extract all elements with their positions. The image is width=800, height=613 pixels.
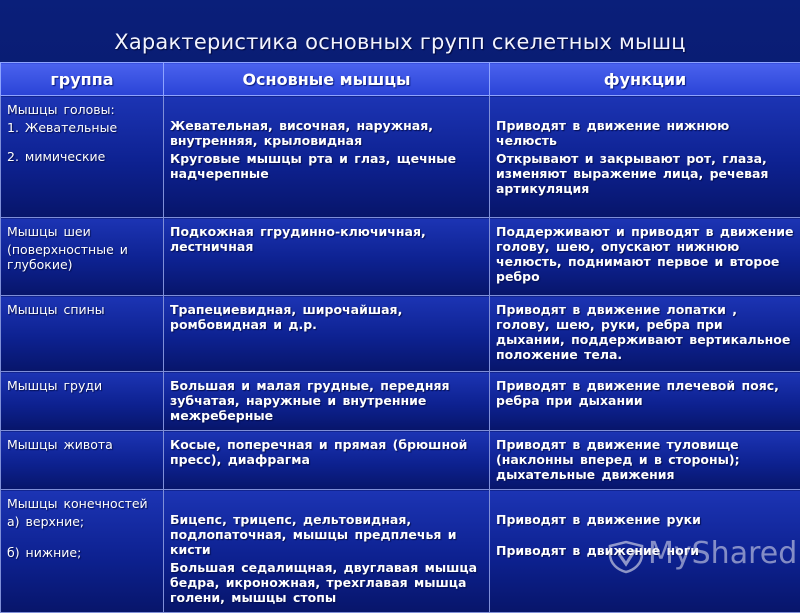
cell-group [1, 372, 164, 431]
cell-group [1, 296, 164, 372]
cell-text: Приводят в движение ноги [496, 543, 794, 558]
watermark-logo-icon [606, 540, 646, 574]
cell-text: Приводят в движение нижнюю челюсть [496, 118, 794, 148]
cell-text: Мышцы конечностей [7, 496, 157, 511]
cell-text: Жевательная, височная, наружная, внутренняя, крыловидная [170, 118, 483, 148]
watermark-text: MyShared [648, 536, 797, 571]
table-row [1, 431, 800, 490]
table-row [1, 296, 800, 372]
cell-text: Приводят в движение плечевой пояс, ребра при дыхании [496, 378, 794, 408]
cell-text: Подкожная ггрудинно-ключичная, лестничная [170, 224, 483, 254]
cell-text: Мышцы головы: [7, 102, 157, 117]
cell-text: б) нижние; [7, 545, 157, 560]
cell-group [1, 431, 164, 490]
cell-text: Косые, поперечная и прямая (брюшной пресс), диафрагма [170, 437, 483, 467]
cell-text: Мышцы груди [7, 378, 157, 393]
cell-functions [490, 296, 800, 372]
header-muscles: Основные мышцы [164, 63, 490, 96]
cell-text: Мышцы спины [7, 302, 157, 317]
header-functions: функции [490, 63, 800, 96]
table-row [1, 96, 800, 218]
table-row [1, 372, 800, 431]
cell-muscles [164, 296, 490, 372]
table-row [1, 490, 800, 613]
header-row [1, 63, 800, 96]
cell-text: Трапециевидная, широчайшая, ромбовидная и д.р. [170, 302, 483, 332]
cell-text: Поддерживают и приводят в движение голову, шею, опускают нижнюю челюсть, поднимают первое и второе ребро [496, 224, 794, 284]
table-row [1, 218, 800, 296]
cell-text: Бицепс, трицепс, дельтовидная, подлопаточная, мышцы предплечья и кисти [170, 512, 483, 557]
cell-functions [490, 96, 800, 218]
cell-text: Большая и малая грудные, передняя зубчатая, наружные и внутренние межреберные [170, 378, 483, 423]
cell-functions [490, 372, 800, 431]
cell-text: Открывают и закрывают рот, глаза, изменяют выражение лица, речевая артикуляция [496, 151, 794, 196]
cell-text: Мышцы шеи [7, 224, 157, 239]
cell-text: 2. мимические [7, 149, 157, 164]
cell-group [1, 218, 164, 296]
header-group: группа [1, 63, 164, 96]
cell-text: Мышцы живота [7, 437, 157, 452]
cell-muscles [164, 218, 490, 296]
cell-text: 1. Жевательные [7, 120, 157, 135]
cell-muscles [164, 431, 490, 490]
cell-text: а) верхние; [7, 514, 157, 529]
cell-text: (поверхностные и глубокие) [7, 242, 157, 272]
cell-muscles [164, 490, 490, 613]
cell-muscles [164, 96, 490, 218]
cell-group [1, 96, 164, 218]
muscle-groups-table [0, 62, 800, 613]
cell-muscles [164, 372, 490, 431]
cell-text: Приводят в движение руки [496, 512, 794, 527]
cell-text: Приводят в движение лопатки , голову, шею, руки, ребра при дыхании, поддерживают вертикальное положение тела. [496, 302, 794, 362]
cell-text: Приводят в движение туловище (наклонны вперед и в стороны); дыхательные движения [496, 437, 794, 482]
cell-text: Большая седалищная, двуглавая мышца бедра, икроножная, трехглавая мышца голени, мышцы стопы [170, 560, 483, 605]
cell-functions [490, 218, 800, 296]
cell-text: Круговые мышцы рта и глаз, щечные надчерепные [170, 151, 483, 181]
slide-title: Характеристика основных групп скелетных мышц [0, 30, 800, 54]
cell-group [1, 490, 164, 613]
cell-functions [490, 431, 800, 490]
